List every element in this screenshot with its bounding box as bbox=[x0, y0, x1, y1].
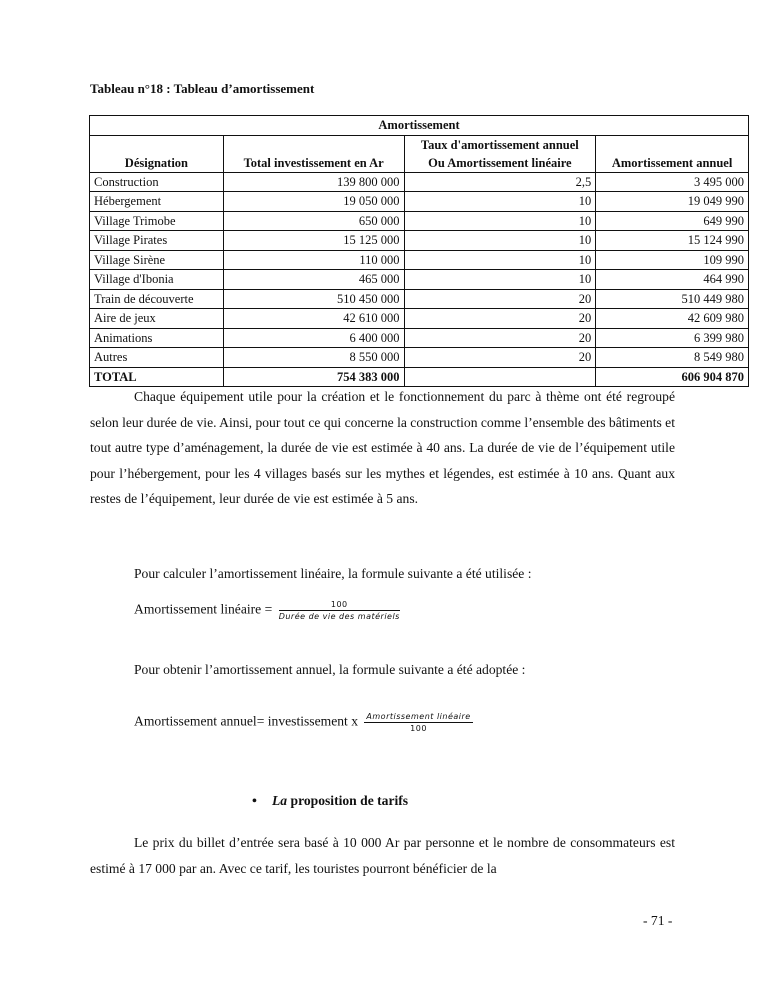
cell-designation: Construction bbox=[90, 172, 224, 192]
section-heading-text: proposition de tarifs bbox=[287, 793, 409, 808]
amortization-table bbox=[89, 115, 749, 387]
table-row bbox=[90, 231, 749, 251]
table-row bbox=[90, 309, 749, 329]
page-number: - 71 - bbox=[643, 913, 673, 928]
cell-taux: 2,5 bbox=[404, 172, 596, 192]
cell-designation: Train de découverte bbox=[90, 289, 224, 309]
formula-annual-lhs: Amortissement annuel= investissement x bbox=[134, 713, 358, 729]
cell-taux: 10 bbox=[404, 231, 596, 251]
cell-annuel: 3 495 000 bbox=[596, 172, 749, 192]
cell-total-label: TOTAL bbox=[90, 367, 224, 387]
cell-investissement: 42 610 000 bbox=[223, 309, 404, 329]
cell-taux: 10 bbox=[404, 270, 596, 290]
cell-investissement: 139 800 000 bbox=[223, 172, 404, 192]
cell-total-annuel: 606 904 870 bbox=[596, 367, 749, 387]
formula-annual bbox=[134, 712, 473, 733]
paragraph-lifetime-text: Chaque équipement utile pour la création et le fonctionnement du parc à thème ont été regroupé selon leur durée de vie. Ainsi, pour tout ce qui concerne la construction comme l’ensemble des bâtiments et tout autre type d’aménagement, la durée de vie est estimée à 40 ans. La durée de vie de l’équipement utile pour l’hébergement, pour les 4 villages basés sur les mythes et légendes, est estimée à 10 ans. Quant aux restes de l’équipement, leur durée de vie est estimée à 5 ans. bbox=[90, 389, 675, 506]
column-header-taux bbox=[404, 135, 596, 172]
cell-taux: 20 bbox=[404, 289, 596, 309]
formula-annual-denominator: 100 bbox=[410, 724, 427, 733]
cell-annuel: 6 399 980 bbox=[596, 328, 749, 348]
formula-linear bbox=[134, 600, 400, 621]
table-row bbox=[90, 172, 749, 192]
table-row bbox=[90, 328, 749, 348]
cell-annuel: 8 549 980 bbox=[596, 348, 749, 368]
formula-annual-fraction bbox=[364, 712, 472, 733]
formula-linear-fraction bbox=[279, 600, 400, 621]
cell-investissement: 8 550 000 bbox=[223, 348, 404, 368]
cell-designation: Village Pirates bbox=[90, 231, 224, 251]
formula-linear-numerator: 100 bbox=[279, 600, 400, 611]
column-header-annuel: Amortissement annuel bbox=[596, 135, 749, 172]
column-header-investissement: Total investissement en Ar bbox=[223, 135, 404, 172]
paragraph-pricing bbox=[90, 830, 675, 881]
cell-designation: Autres bbox=[90, 348, 224, 368]
cell-investissement: 19 050 000 bbox=[223, 192, 404, 212]
cell-investissement: 110 000 bbox=[223, 250, 404, 270]
column-header-designation: Désignation bbox=[90, 135, 224, 172]
section-heading-italic: La bbox=[272, 793, 288, 808]
cell-investissement: 650 000 bbox=[223, 211, 404, 231]
paragraph-lifetime bbox=[90, 384, 675, 512]
cell-annuel: 510 449 980 bbox=[596, 289, 749, 309]
table-caption: Tableau n°18 : Tableau d’amortissement bbox=[90, 81, 315, 96]
cell-annuel: 649 990 bbox=[596, 211, 749, 231]
table-row bbox=[90, 289, 749, 309]
cell-designation: Village d'Ibonia bbox=[90, 270, 224, 290]
cell-designation: Village Sirène bbox=[90, 250, 224, 270]
cell-designation: Animations bbox=[90, 328, 224, 348]
cell-designation: Village Trimobe bbox=[90, 211, 224, 231]
cell-designation: Hébergement bbox=[90, 192, 224, 212]
cell-taux: 20 bbox=[404, 348, 596, 368]
table-row bbox=[90, 270, 749, 290]
section-heading bbox=[252, 793, 408, 810]
cell-taux: 10 bbox=[404, 250, 596, 270]
formula-linear-lhs: Amortissement linéaire = bbox=[134, 601, 273, 617]
cell-taux: 20 bbox=[404, 328, 596, 348]
cell-annuel: 19 049 990 bbox=[596, 192, 749, 212]
cell-annuel: 42 609 980 bbox=[596, 309, 749, 329]
cell-investissement: 15 125 000 bbox=[223, 231, 404, 251]
bullet-icon: • bbox=[252, 794, 257, 809]
formula-linear-denominator: Durée de vie des matériels bbox=[278, 612, 400, 621]
cell-investissement: 510 450 000 bbox=[223, 289, 404, 309]
formula1-intro: Pour calculer l’amortissement linéaire, la formule suivante a été utilisée : bbox=[134, 566, 532, 581]
cell-annuel: 109 990 bbox=[596, 250, 749, 270]
table-row bbox=[90, 192, 749, 212]
table-row bbox=[90, 348, 749, 368]
cell-total-investissement: 754 383 000 bbox=[223, 367, 404, 387]
column-header-taux-line1: Taux d'amortissement annuel bbox=[420, 137, 579, 152]
table-row bbox=[90, 250, 749, 270]
table-group-header: Amortissement bbox=[90, 116, 749, 136]
cell-investissement: 465 000 bbox=[223, 270, 404, 290]
formula-annual-numerator: Amortissement linéaire bbox=[366, 712, 471, 721]
table-row bbox=[90, 211, 749, 231]
cell-taux: 10 bbox=[404, 211, 596, 231]
cell-annuel: 464 990 bbox=[596, 270, 749, 290]
cell-annuel: 15 124 990 bbox=[596, 231, 749, 251]
paragraph-pricing-text: Le prix du billet d’entrée sera basé à 10 000 Ar par personne et le nombre de consommateurs est estimé à 17 000 par an. Avec ce tarif, les touristes pourront bénéficier de la bbox=[90, 835, 675, 876]
column-header-taux-line2: Ou Amortissement linéaire bbox=[428, 155, 572, 170]
cell-investissement: 6 400 000 bbox=[223, 328, 404, 348]
cell-taux: 10 bbox=[404, 192, 596, 212]
cell-taux: 20 bbox=[404, 309, 596, 329]
cell-designation: Aire de jeux bbox=[90, 309, 224, 329]
formula2-intro: Pour obtenir l’amortissement annuel, la formule suivante a été adoptée : bbox=[134, 662, 526, 677]
